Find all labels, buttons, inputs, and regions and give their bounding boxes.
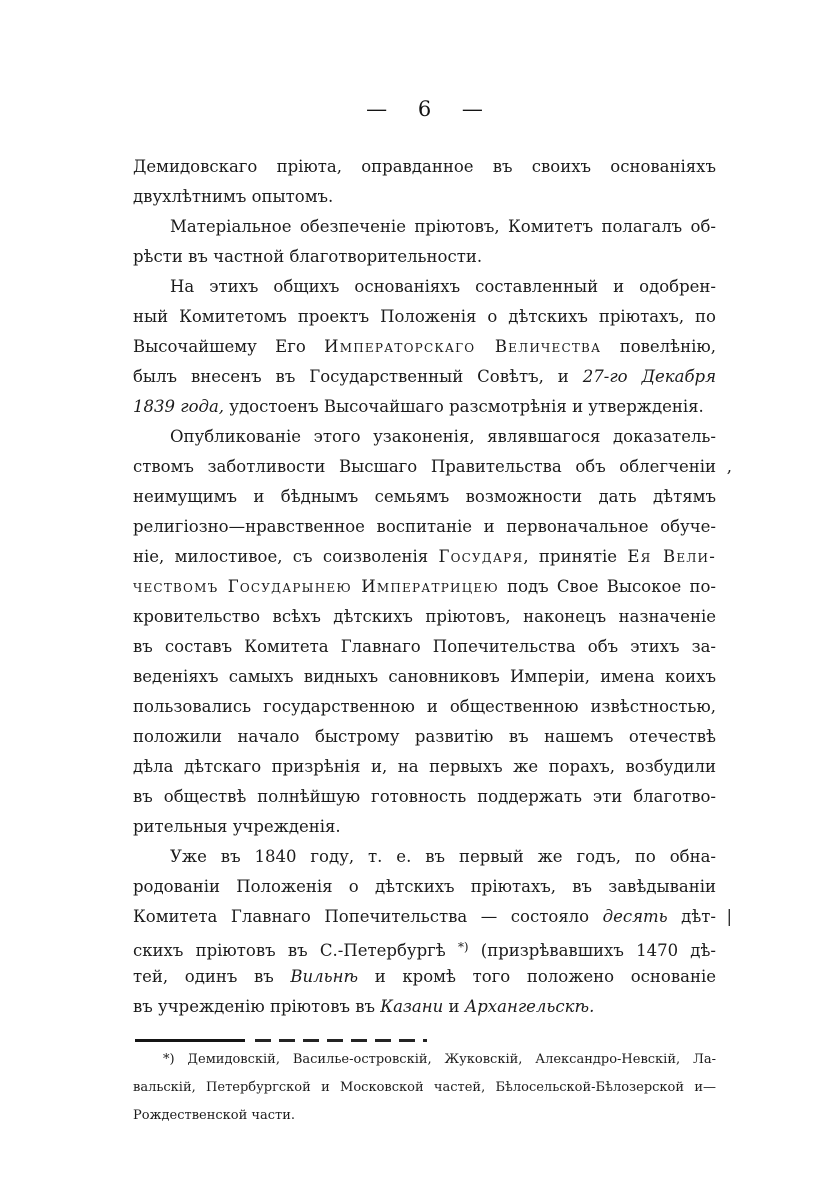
text-run: 1839 года,	[133, 397, 225, 416]
text-run: Ея Вели-	[627, 547, 716, 566]
text-run: дѣла дѣтскаго призрѣнія и, на первыхъ же порахъ, возбудили	[133, 757, 716, 776]
footnote-divider-solid-segment	[135, 1039, 245, 1042]
text-line	[133, 302, 716, 332]
text-line	[133, 662, 716, 692]
paragraph	[133, 272, 716, 422]
text-run: веденіяхъ самыхъ видныхъ сановниковъ Имперіи, имена коихъ	[133, 667, 716, 686]
text-run: скихъ пріютовъ въ С.-Петербургѣ	[133, 941, 458, 960]
text-line	[133, 1074, 716, 1102]
text-line	[133, 782, 716, 812]
paragraph	[133, 422, 732, 842]
text-line	[133, 422, 716, 452]
text-run: Государя	[438, 547, 524, 566]
body-text	[133, 152, 732, 1022]
text-line	[133, 602, 716, 632]
text-run: чествомъ Государынею Императрицею	[133, 577, 499, 596]
text-run: ствомъ заботливости Высшаго Правительства объ облегченіи	[133, 457, 716, 476]
text-run: *) Демидовскій, Василье-островскій, Жуковскій, Александро-Невскій, Ла-	[163, 1052, 716, 1067]
text-run: вальскій, Петербургской и Московской частей, Бѣлосельской-Бѣлозерской и—	[133, 1080, 716, 1095]
text-run: и	[443, 997, 465, 1016]
text-line	[133, 812, 716, 842]
text-run: , принятіе	[523, 547, 628, 566]
print-artifact: ,	[726, 457, 732, 476]
text-run: Казани	[380, 997, 444, 1016]
text-run: Опубликованіе этого узаконенія, являвшагося доказатель-	[170, 427, 716, 446]
text-run: Матеріальное обезпеченіе пріютовъ, Комитетъ полагалъ об-	[170, 217, 716, 236]
text-line	[133, 212, 716, 242]
text-run: религіозно—нравственное воспитаніе и первоначальное обуче-	[133, 517, 716, 536]
text-line	[133, 452, 732, 482]
text-line	[133, 932, 716, 962]
text-line	[133, 752, 716, 782]
text-run: въ учрежденію пріютовъ въ	[133, 997, 381, 1016]
text-run: въ обществѣ полнѣйшую готовность поддержать эти благотво-	[133, 787, 716, 806]
text-line	[133, 872, 716, 902]
page-number: — 6 —	[366, 97, 483, 121]
text-run: рительныя учрежденія.	[133, 817, 341, 836]
text-run: Комитета Главнаго Попечительства — состояло	[133, 907, 603, 926]
text-line	[133, 182, 716, 212]
text-line	[133, 512, 716, 542]
text-line	[133, 962, 716, 992]
text-line	[133, 692, 716, 722]
text-run: Высочайшему Его	[133, 337, 325, 356]
text-run: Рождественской части.	[133, 1108, 296, 1123]
text-run: неимущимъ и бѣднымъ семьямъ возможности дать дѣтямъ	[133, 487, 716, 506]
text-run: тей, одинъ въ	[133, 967, 291, 986]
text-run: дѣт-	[667, 907, 716, 926]
footnote-divider	[135, 1039, 427, 1042]
text-line	[133, 542, 716, 572]
text-run: Архангельскѣ.	[464, 997, 595, 1016]
paragraph	[133, 842, 732, 1022]
text-line	[133, 362, 716, 392]
text-run: На этихъ общихъ основаніяхъ составленный и одобрен-	[170, 277, 716, 296]
text-line	[133, 1046, 716, 1074]
text-run: Вильнѣ	[290, 967, 359, 986]
text-run: въ составъ Комитета Главнаго Попечительства объ этихъ за-	[133, 637, 716, 656]
text-run: *)	[457, 940, 469, 954]
text-run: родованіи Положенія о дѣтскихъ пріютахъ, въ завѣдываніи	[133, 877, 716, 896]
footnote	[133, 1046, 716, 1130]
text-run: ный Комитетомъ проектъ Положенія о дѣтскихъ пріютахъ, по	[133, 307, 716, 326]
text-run: и кромѣ того положено основаніе	[358, 967, 716, 986]
text-line	[133, 242, 716, 272]
text-run: десять	[602, 907, 668, 926]
text-line	[133, 272, 716, 302]
text-line	[133, 842, 716, 872]
text-run: былъ внесенъ въ Государственный Совѣтъ, и	[133, 367, 583, 386]
paragraph	[133, 212, 716, 272]
text-run: кровительство всѣхъ дѣтскихъ пріютовъ, наконецъ назначеніе	[133, 607, 716, 626]
text-line	[133, 572, 716, 602]
text-run: Уже въ 1840 году, т. е. въ первый же годъ, по обна-	[170, 847, 716, 866]
print-artifact: |	[726, 907, 732, 926]
text-run: подъ Свое Высокое по-	[498, 577, 716, 596]
text-run: (призрѣвавшихъ 1470 дѣ-	[468, 941, 716, 960]
text-run: повелѣнію,	[601, 337, 717, 356]
text-run: положили начало быстрому развитію въ нашемъ отечествѣ	[133, 727, 716, 746]
text-run: 27-го Декабря	[582, 367, 717, 386]
text-run: Императорскаго Величества	[324, 337, 602, 356]
footnote-divider-dashed-segment	[255, 1039, 427, 1042]
text-run: ніе, милостивое, съ соизволенія	[133, 547, 439, 566]
text-line	[133, 992, 716, 1022]
text-line	[133, 332, 716, 362]
text-line	[133, 392, 716, 422]
text-run: удостоенъ Высочайшаго разсмотрѣнія и утвержденія.	[224, 397, 704, 416]
paragraph	[133, 152, 716, 212]
text-line	[133, 902, 732, 932]
text-run: пользовались государственною и общественною извѣстностью,	[133, 697, 716, 716]
text-run: рѣсти въ частной благотворительности.	[133, 247, 483, 266]
text-run: Демидовскаго пріюта, оправданное въ своихъ основаніяхъ	[133, 157, 716, 176]
text-line	[133, 152, 716, 182]
text-line	[133, 632, 716, 662]
text-line	[133, 482, 716, 512]
text-line	[133, 722, 716, 752]
text-run: двухлѣтнимъ опытомъ.	[133, 187, 334, 206]
text-line	[133, 1102, 716, 1130]
